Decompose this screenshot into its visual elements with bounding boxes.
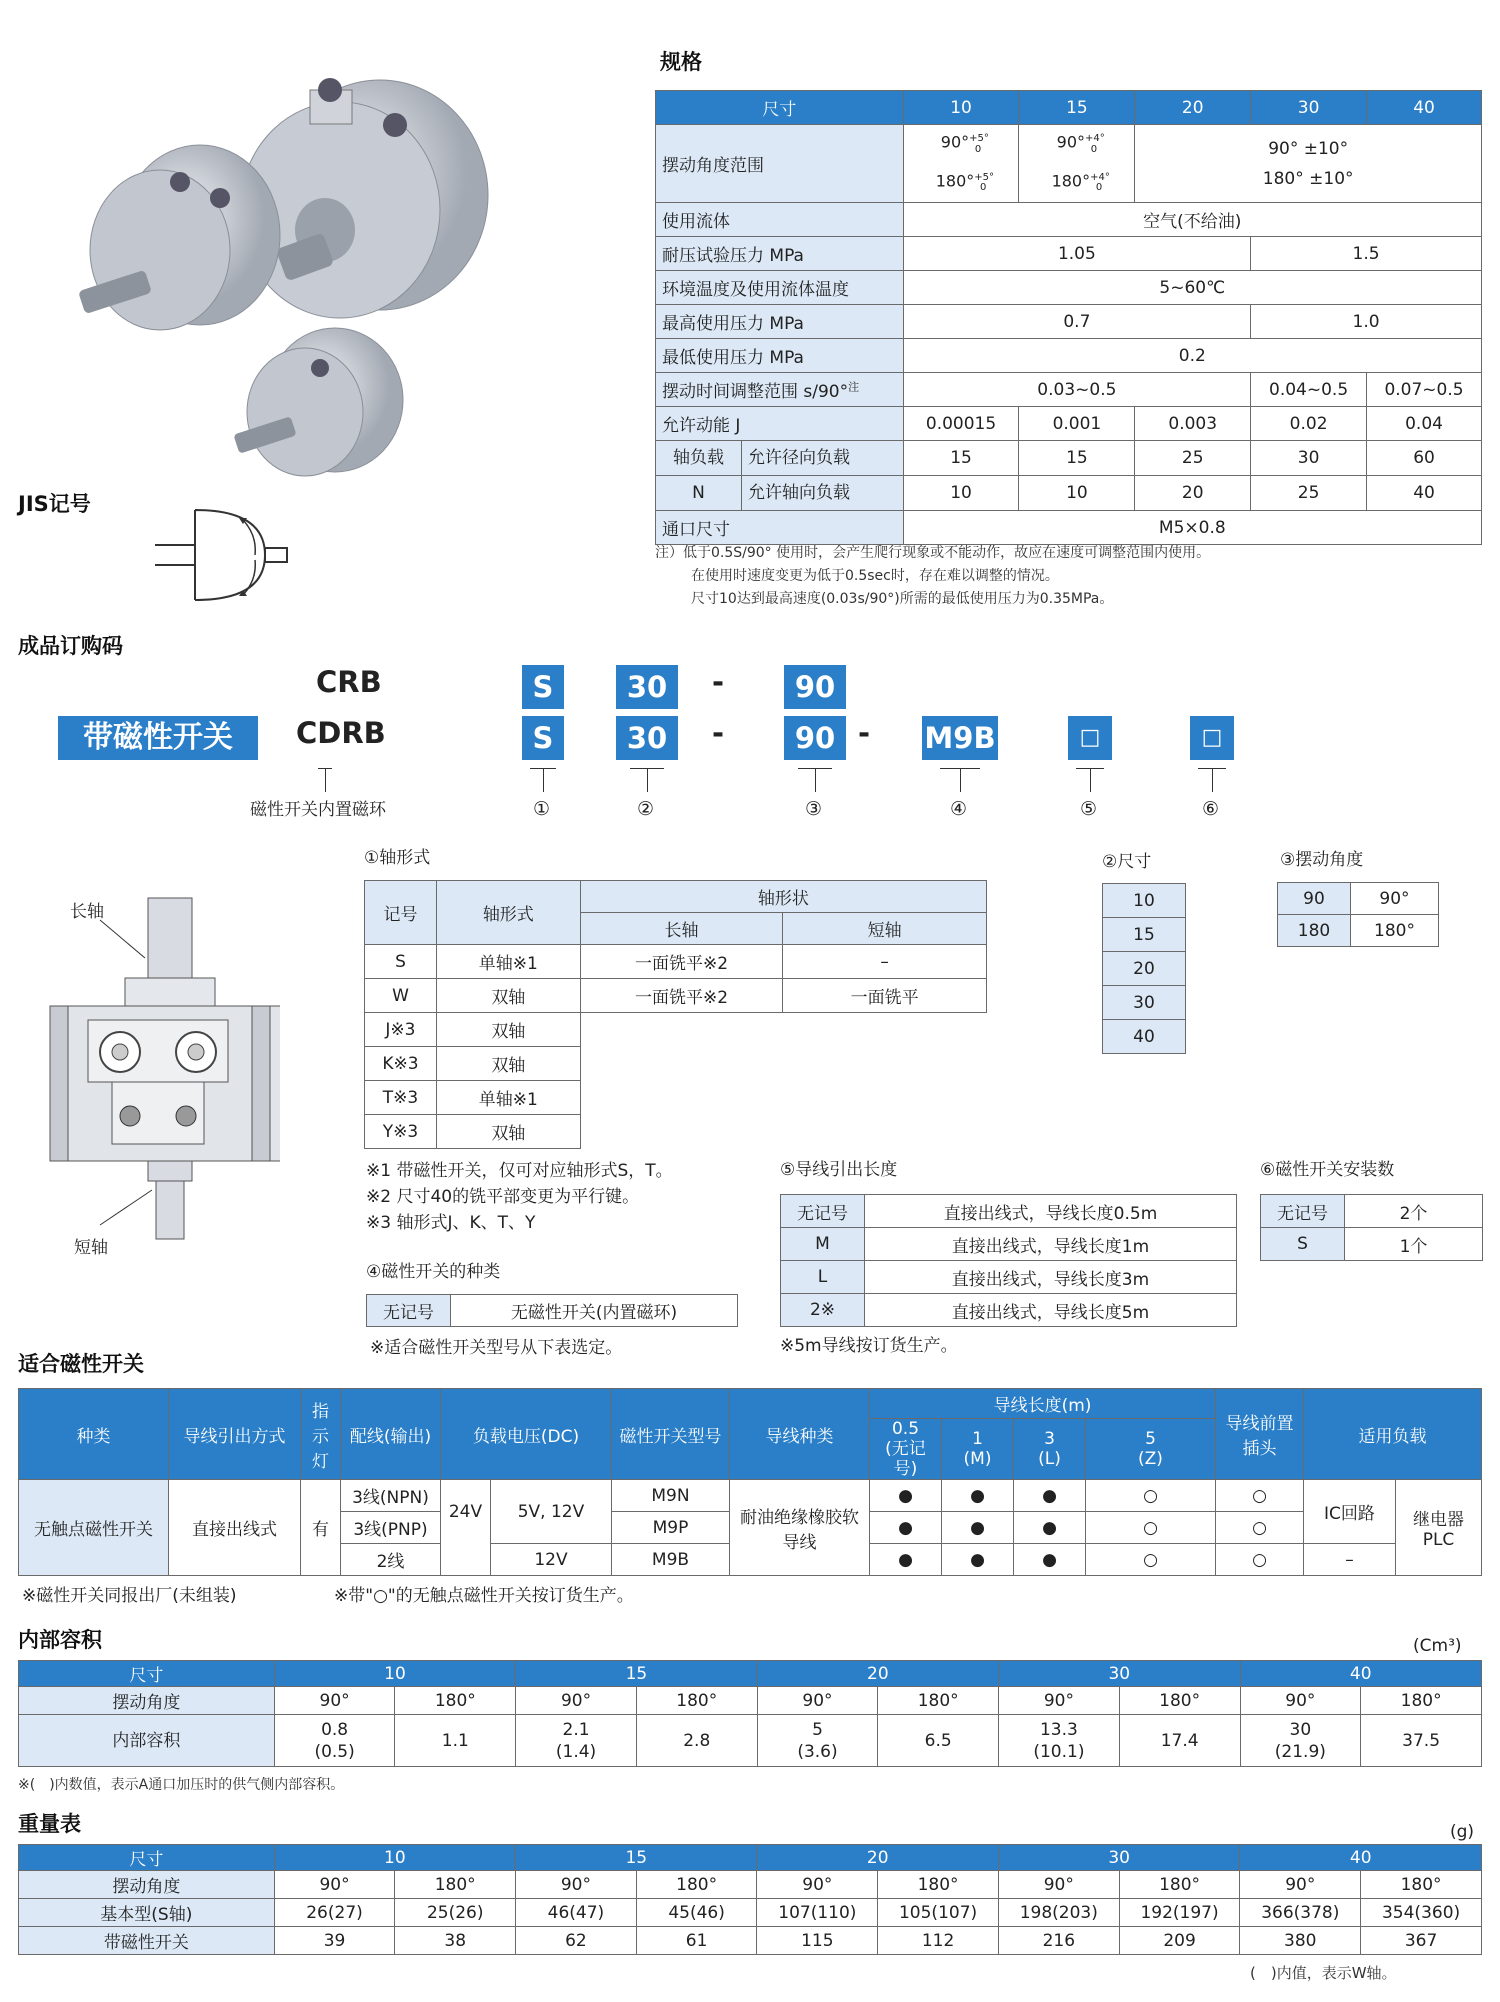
jis-symbol-icon [155,500,295,610]
angle-15-180: 180° [1051,170,1091,190]
weight-title: 重量表 [18,1812,81,1836]
fit-header: 导线引出方式 [169,1389,301,1480]
shaft-cell: 一面铣平※2 [580,945,783,979]
vol-value: 13.3 [1039,1719,1078,1740]
num-1: ① [533,798,551,820]
weight-cell: 180° [636,1871,757,1899]
fit-cell: 无触点磁性开关 [19,1480,169,1576]
fit-dot: ● [870,1480,942,1512]
vol-cell: 180° [1361,1687,1482,1715]
angle-cell: 180° [1351,915,1439,947]
angle-title: ③摆动角度 [1280,850,1364,870]
code-s: S [522,665,564,709]
lead-cell: 直接出线式，导线长度0.5m [865,1195,1237,1228]
angle-rest: 90° ±10° [1268,138,1349,159]
weight-header: 尺寸 [19,1845,275,1871]
jis-symbol-title: JIS记号 [18,492,91,516]
num-5: ⑤ [1080,798,1098,820]
code-angle: 90 [784,716,846,760]
vol-cell: 90° [516,1687,637,1715]
shaft-cell: 单轴※1 [436,945,580,979]
spec-value: M5×0.8 [903,511,1481,545]
fit-cell: 耐油绝缘橡胶软导线 [730,1480,870,1576]
spec-value: 0.00015 [903,407,1019,441]
shaft-header: 轴形状 [580,881,986,913]
lead-cell: M [781,1228,865,1261]
spec-value: 0.003 [1135,407,1251,441]
fit-ring: ○ [1086,1512,1216,1544]
shaft-cell: 单轴※1 [436,1081,580,1115]
code-cdrb: CDRB [296,716,386,750]
spec-value: 10 [903,476,1019,511]
shaft-title: ①轴形式 [364,848,431,868]
spec-value: 0.03~0.5 [903,373,1251,407]
spec-value: 1.0 [1251,305,1482,339]
vol-value: 1.1 [395,1715,516,1767]
fit-header: 导线前置插头 [1216,1389,1304,1480]
spec-value: 20 [1135,476,1251,511]
size-cell: 30 [1103,986,1186,1020]
fit-dot: ● [942,1480,1014,1512]
weight-value: 26(27) [274,1899,395,1927]
count-cell: 无记号 [1261,1195,1345,1228]
weight-header: 10 [274,1845,515,1871]
order-title: 成品订购码 [18,634,123,658]
spec-label: 摆动时间调整范围 s/90° [662,382,849,403]
weight-table [18,1844,1482,1955]
vol-cell: 90° [1240,1687,1361,1715]
weight-cell: 180° [395,1871,516,1899]
spec-value: 0.7 [903,305,1251,339]
fit-cell: 直接出线式 [169,1480,301,1576]
spec-value: 0.07~0.5 [1367,373,1482,407]
size-cell: 15 [1103,918,1186,952]
spec-label: N [656,476,742,510]
fit-cell: IC回路 [1304,1480,1396,1544]
size-cell: 40 [1103,1020,1186,1054]
fit-cell: 5V, 12V [491,1480,612,1544]
lead-cell: L [781,1261,865,1294]
fit-dot: ● [870,1512,942,1544]
angle-10-180: 180° [935,170,975,190]
lead-cell: 无记号 [781,1195,865,1228]
spec-value: 30 [1251,441,1367,476]
shaft-notes [366,1158,673,1236]
fit-table [18,1388,1482,1576]
fit-header: 适用负载 [1304,1389,1482,1480]
fit-header: 磁性开关型号 [612,1389,730,1480]
vol-value: 5 [812,1719,823,1740]
fit-header: 配线(输出) [341,1389,441,1480]
spec-table [655,90,1482,545]
shaft-cell: 一面铣平 [783,979,987,1013]
weight-value: 39 [274,1927,395,1955]
weight-value: 112 [878,1927,999,1955]
fit-ring: ○ [1086,1544,1216,1576]
shaft-cell: J※3 [365,1013,437,1047]
spec-label: 允许动能 J [656,407,904,441]
magnetic-tag: 带磁性开关 [58,716,258,760]
weight-header: 40 [1240,1845,1482,1871]
shaft-cell: W [365,979,437,1013]
count-cell: 1个 [1345,1228,1483,1261]
shaft-cell: S [365,945,437,979]
angle-cell: 90 [1278,883,1351,915]
spec-value: 60 [1367,441,1482,476]
weight-cell: 90° [516,1871,637,1899]
lead-title: ⑤导线引出长度 [780,1160,898,1180]
fit-cell: 2线 [341,1544,441,1576]
spec-header: 10 [903,91,1019,125]
vol-title: 内部容积 [18,1628,102,1652]
code-angle: 90 [784,665,846,709]
vol-cell: 90° [274,1687,395,1715]
fit-header: 种类 [19,1389,169,1480]
weight-value: 209 [1119,1927,1240,1955]
note-mark: 注 [848,380,860,394]
vol-value: 2.8 [636,1715,757,1767]
spec-label: 最高使用压力 MPa [656,305,904,339]
shaft-cell: 双轴 [436,1115,580,1149]
spec-header: 30 [1251,91,1367,125]
shaft-drawing [40,880,280,1260]
fit-dot: ● [1014,1480,1086,1512]
weight-cell: 90° [1240,1871,1361,1899]
shaft-note: ※1 带磁性开关，仅可对应轴形式S，T。 [366,1161,673,1181]
spec-value: 15 [903,441,1019,476]
fit-dot: ● [942,1544,1014,1576]
weight-label: 带磁性开关 [19,1927,275,1955]
angle-15-90: 90° [1056,132,1086,152]
size-title: ②尺寸 [1102,852,1152,872]
weight-value: 380 [1240,1927,1361,1955]
count-title: ⑥磁性开关安装数 [1260,1160,1395,1180]
weight-value: 115 [757,1927,878,1955]
spec-value: 0.001 [1019,407,1135,441]
weight-header: 20 [757,1845,998,1871]
spec-value: 0.02 [1251,407,1367,441]
code-box: □ [1068,716,1112,760]
weight-header: 15 [516,1845,757,1871]
weight-value: 216 [998,1927,1119,1955]
fit-cell: M9B [612,1544,730,1576]
vol-value: 6.5 [878,1715,999,1767]
code-dash: - [712,716,725,750]
spec-label: 允许轴向负载 [748,483,850,504]
count-table [1260,1194,1483,1261]
fit-cell: 有 [301,1480,341,1576]
fit-cell: 3线(NPN) [341,1480,441,1512]
fit-title: 适合磁性开关 [18,1352,144,1376]
weight-value: 46(47) [516,1899,637,1927]
weight-unit: (g) [1450,1822,1475,1842]
vol-value: (10.1) [1033,1741,1085,1762]
weight-value: 198(203) [998,1899,1119,1927]
spec-value: 0.04~0.5 [1251,373,1367,407]
vol-unit: (Cm³) [1413,1636,1462,1656]
ring-label: 磁性开关内置磁环 [250,800,386,820]
spec-label: 允许径向负载 [748,448,850,469]
len-header: 1 [972,1429,983,1449]
long-shaft-label: 长轴 [70,902,104,922]
angle-rest: 180° ±10° [1262,168,1354,189]
lead-table [780,1194,1237,1327]
weight-value: 105(107) [878,1899,999,1927]
tol: +5° [969,133,989,144]
weight-cell: 90° [998,1871,1119,1899]
fit-cell: M9N [612,1480,730,1512]
shaft-cell: K※3 [365,1047,437,1081]
weight-value: 61 [636,1927,757,1955]
shaft-header: 短轴 [783,913,987,945]
spec-notes [655,542,1210,611]
code-dash: - [712,665,725,699]
shaft-cell: 双轴 [436,1013,580,1047]
code-size: 30 [616,665,678,709]
num-4: ④ [950,798,968,820]
shaft-header: 记号 [365,881,437,945]
short-shaft-label: 短轴 [74,1238,108,1258]
weight-value: 107(110) [757,1899,878,1927]
fit-header: 导线长度(m) [870,1389,1216,1419]
vol-table [18,1660,1482,1767]
shaft-cell: 双轴 [436,1047,580,1081]
code-box: □ [1190,716,1234,760]
spec-note: 尺寸10达到最高速度(0.03s/90°)所需的最低使用压力为0.35MPa。 [691,591,1114,607]
fit-ring: ○ [1086,1480,1216,1512]
fit-cell: – [1304,1544,1396,1576]
lead-cell: 直接出线式，导线长度5m [865,1294,1237,1327]
fit-cell: 继电器 PLC [1396,1480,1482,1576]
weight-cell: 90° [274,1871,395,1899]
vol-label: 内部容积 [19,1715,275,1767]
shaft-cell: 双轴 [436,979,580,1013]
switch-cell: 无记号 [367,1295,451,1327]
vol-label: 摆动角度 [19,1687,275,1715]
spec-label: 最低使用压力 MPa [656,339,904,373]
spec-label: 摆动角度范围 [656,125,904,203]
code-s: S [522,716,564,760]
tol: 0 [980,182,987,194]
shaft-header: 轴形式 [436,881,580,945]
spec-value: 1.05 [903,237,1251,271]
fit-cell: 12V [491,1544,612,1576]
lead-note: ※5m导线按订货生产。 [780,1336,958,1356]
len-header: (Z) [1138,1449,1163,1469]
fit-dot: ● [1014,1544,1086,1576]
spec-value: 1.5 [1251,237,1482,271]
weight-value: 367 [1361,1927,1482,1955]
code-switch: M9B [922,716,998,760]
shaft-cell: T※3 [365,1081,437,1115]
fit-cell: 24V [441,1480,491,1544]
tol: +4° [1090,171,1110,183]
spec-label: 通口尺寸 [656,511,904,545]
code-size: 30 [616,716,678,760]
fit-ring: ○ [1216,1480,1304,1512]
code-dash: - [858,716,871,750]
tol: 0 [974,143,982,155]
shaft-note: ※2 尺寸40的铣平部变更为平行键。 [366,1187,640,1207]
weight-value: 38 [395,1927,516,1955]
weight-cell: 180° [878,1871,999,1899]
spec-title: 规格 [660,50,702,74]
vol-header: 30 [999,1661,1240,1687]
spec-value: 10 [1019,476,1135,511]
len-header: (M) [963,1449,992,1469]
lead-cell: 直接出线式，导线长度1m [865,1228,1237,1261]
vol-value: (1.4) [555,1741,597,1762]
fit-ring: ○ [1216,1512,1304,1544]
num-6: ⑥ [1202,798,1220,820]
angle-cell: 180 [1278,915,1351,947]
switch-title: ④磁性开关的种类 [366,1262,501,1282]
vol-value: (3.6) [797,1741,838,1762]
spec-value: 15 [1019,441,1135,476]
vol-cell: 180° [395,1687,516,1715]
vol-value: (0.5) [314,1741,355,1762]
switch-cell: 无磁性开关(内置磁环) [451,1295,738,1327]
vol-value: (21.9) [1274,1741,1326,1762]
spec-label: 轴负载 [656,441,742,475]
weight-value: 354(360) [1361,1899,1482,1927]
tol: +4° [1085,133,1105,144]
vol-cell: 90° [999,1687,1120,1715]
spec-note: 在使用时速度变更为低于0.5sec时，存在难以调整的情况。 [691,568,1059,584]
vol-cell: 180° [636,1687,757,1715]
vol-cell: 180° [878,1687,999,1715]
spec-value: 5~60℃ [903,271,1481,305]
fit-ring: ○ [1216,1544,1304,1576]
vol-header: 40 [1240,1661,1482,1687]
fit-note-1: ※磁性开关同报出厂(未组装) [22,1586,237,1606]
fit-note-2: ※带"○"的无触点磁性开关按订货生产。 [334,1586,634,1606]
vol-value: 0.8 [321,1719,349,1740]
fit-header: 指示灯 [301,1389,341,1480]
lead-cell: 直接出线式，导线长度3m [865,1261,1237,1294]
weight-label: 基本型(S轴) [19,1899,275,1927]
weight-value: 366(378) [1240,1899,1361,1927]
shaft-note: ※3 轴形式J、K、T、Y [366,1213,536,1233]
size-cell: 10 [1103,884,1186,918]
spec-value: 空气(不给油) [903,203,1481,237]
weight-cell: 90° [757,1871,878,1899]
product-image [60,50,520,510]
fit-header: 导线种类 [730,1389,870,1480]
weight-header: 30 [998,1845,1239,1871]
spec-label: 使用流体 [656,203,904,237]
shaft-header: 长轴 [580,913,783,945]
shaft-cell: – [783,945,987,979]
vol-header: 10 [274,1661,515,1687]
switch-table [366,1294,738,1327]
weight-value: 45(46) [636,1899,757,1927]
tol: 0 [1095,182,1103,194]
vol-note: ※( )内数值，表示A通口加压时的供气侧内部容积。 [18,1777,345,1793]
weight-value: 62 [516,1927,637,1955]
len-header: 0.5 [891,1419,920,1439]
size-cell: 20 [1103,952,1186,986]
num-3: ③ [805,798,823,820]
switch-note: ※适合磁性开关型号从下表选定。 [370,1338,623,1358]
angle-table [1277,882,1439,947]
spec-value: 0.2 [903,339,1481,373]
fit-cell: 3线(PNP) [341,1512,441,1544]
spec-value: 25 [1135,441,1251,476]
len-header: (无记号) [885,1439,926,1479]
spec-header: 40 [1367,91,1482,125]
fit-cell: M9P [612,1512,730,1544]
weight-label: 摆动角度 [19,1871,275,1899]
vol-value: 17.4 [1119,1715,1240,1767]
spec-value: 40 [1367,476,1482,511]
fit-dot: ● [942,1512,1014,1544]
vol-cell: 180° [1119,1687,1240,1715]
spec-value: 25 [1251,476,1367,511]
angle-10-90: 90° [940,132,970,152]
spec-header: 20 [1135,91,1251,125]
fit-header: 负载电压(DC) [441,1389,612,1480]
shaft-table [364,880,987,1149]
num-2: ② [637,798,655,820]
count-cell: 2个 [1345,1195,1483,1228]
vol-cell: 90° [757,1687,878,1715]
tol: +5° [974,171,994,183]
spec-header: 尺寸 [656,91,904,125]
vol-value: 2.1 [562,1719,590,1740]
code-crb: CRB [316,665,382,699]
fit-dot: ● [1014,1512,1086,1544]
spec-note: 注）低于0.5S/90° 使用时，会产生爬行现象或不能动作，故应在速度可调整范围内使用。 [655,545,1211,561]
vol-header: 尺寸 [19,1661,275,1687]
vol-value: 37.5 [1361,1715,1482,1767]
len-header: 5 [1145,1429,1156,1449]
spec-label: 环境温度及使用流体温度 [656,271,904,305]
fit-dot: ● [870,1544,942,1576]
len-header: (L) [1038,1449,1061,1469]
count-cell: S [1261,1228,1345,1261]
shaft-cell: Y※3 [365,1115,437,1149]
vol-header: 15 [516,1661,757,1687]
vol-header: 20 [757,1661,998,1687]
len-header: 3 [1044,1429,1055,1449]
vol-value: 30 [1289,1719,1312,1740]
weight-value: 25(26) [395,1899,516,1927]
spec-value: 0.04 [1367,407,1482,441]
tol: 0 [1090,143,1098,155]
spec-header: 15 [1019,91,1135,125]
weight-note: ( )内值，表示W轴。 [1250,1964,1397,1982]
weight-cell: 180° [1119,1871,1240,1899]
spec-label: 耐压试验压力 MPa [656,237,904,271]
weight-cell: 180° [1361,1871,1482,1899]
size-table [1102,883,1186,1054]
shaft-cell: 一面铣平※2 [580,979,783,1013]
weight-value: 192(197) [1119,1899,1240,1927]
lead-cell: 2※ [781,1294,865,1327]
angle-cell: 90° [1351,883,1439,915]
